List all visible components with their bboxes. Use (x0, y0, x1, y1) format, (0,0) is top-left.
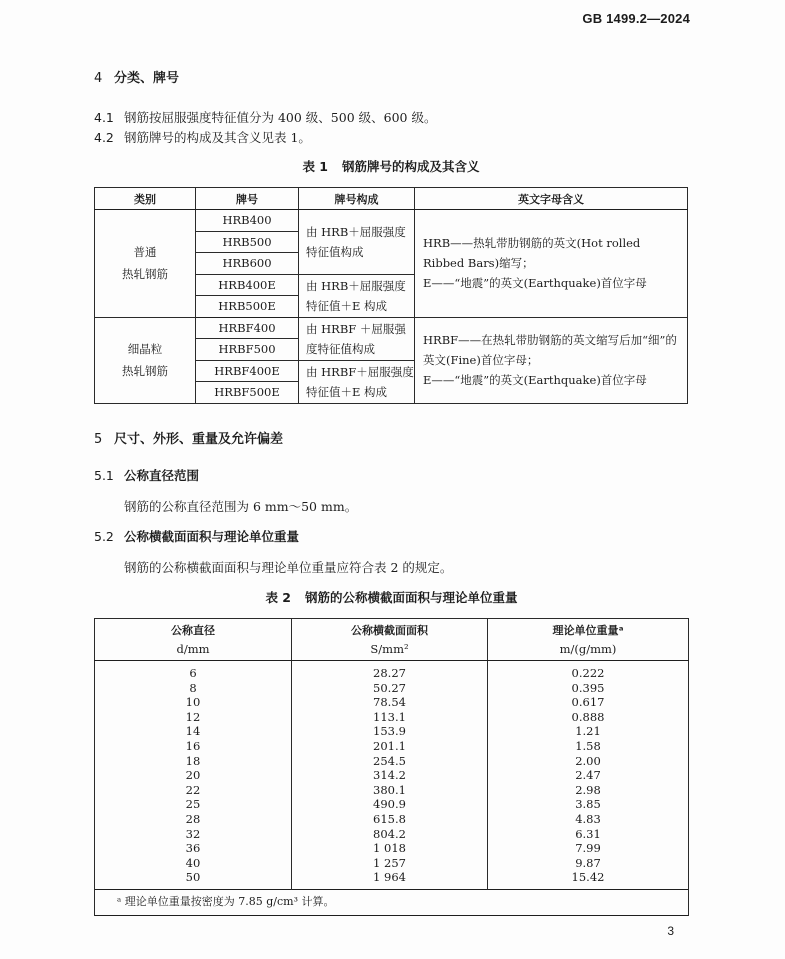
meaning-line: HRBF——在热轧带肋钢筋的英文缩写后加“细”的英文(Fine)首位字母； (423, 333, 677, 367)
diameter-cell: 8 (95, 681, 292, 696)
weight-cell: 0.617 (488, 695, 689, 710)
subsection-5-2-heading (94, 527, 299, 545)
table-row (95, 724, 689, 739)
meaning-cell (415, 317, 688, 403)
column-header (95, 619, 292, 661)
weight-cell: 7.99 (488, 841, 689, 856)
area-cell: 1 018 (292, 841, 488, 856)
table-header-row (95, 619, 689, 661)
area-cell: 28.27 (292, 661, 488, 681)
category-line: 细晶粒 (127, 342, 163, 356)
section-title: 尺寸、外形、重量及允许偏差 (114, 432, 284, 447)
subsection-title: 公称直径范围 (124, 468, 200, 483)
table-row (95, 317, 688, 339)
table-row (95, 695, 689, 710)
grade-cell: HRBF500 (196, 339, 299, 361)
subsection-5-2-text: 钢筋的公称横截面面积与理论单位重量应符合表 2 的规定。 (124, 560, 453, 575)
clause-text: 钢筋牌号的构成及其含义见表 1。 (124, 130, 311, 145)
clause-4-2 (94, 128, 311, 146)
area-cell: 490.9 (292, 797, 488, 812)
table-row (95, 739, 689, 754)
area-cell: 78.54 (292, 695, 488, 710)
diameter-cell: 14 (95, 724, 292, 739)
column-header: 牌号构成 (299, 188, 415, 210)
area-cell: 153.9 (292, 724, 488, 739)
table-header-row (95, 188, 688, 210)
table-row (95, 210, 688, 232)
subsection-5-1-text: 钢筋的公称直径范围为 6 mm～50 mm。 (124, 499, 358, 514)
clause-4-1 (94, 108, 436, 126)
grade-cell: HRBF400 (196, 317, 299, 339)
composition-cell: 由 HRB＋屈服强度特征值＋E 构成 (299, 274, 415, 317)
column-header: 牌号 (196, 188, 299, 210)
clause-text: 钢筋按屈服强度特征值分为 400 级、500 级、600 级。 (124, 110, 437, 125)
table-1 (94, 187, 688, 404)
section-title: 分类、牌号 (114, 71, 180, 86)
grade-cell: HRB500E (196, 296, 299, 318)
weight-cell: 2.98 (488, 783, 689, 798)
meaning-line: HRB——热轧带肋钢筋的英文(Hot rolled Ribbed Bars)缩写； (423, 236, 641, 271)
diameter-cell: 12 (95, 710, 292, 725)
table-row (95, 754, 689, 769)
grade-cell: HRB600 (196, 253, 299, 275)
meaning-cell (415, 210, 688, 318)
table-row (95, 681, 689, 696)
table-body (95, 661, 689, 890)
area-cell: 50.27 (292, 681, 488, 696)
category-cell (95, 317, 196, 403)
area-cell: 201.1 (292, 739, 488, 754)
diameter-cell: 16 (95, 739, 292, 754)
category-line: 热轧钢筋 (122, 267, 168, 282)
meaning-line: E——“地震”的英文(Earthquake)首位字母 (423, 373, 647, 387)
diameter-cell: 32 (95, 827, 292, 842)
footnote-row (95, 889, 689, 915)
grade-cell: HRBF500E (196, 382, 299, 404)
area-cell: 1 257 (292, 856, 488, 871)
table-row (95, 797, 689, 812)
header-unit: S/mm² (370, 641, 409, 656)
column-header: 英文字母含义 (415, 188, 688, 210)
subsection-number: 5.2 (94, 529, 114, 544)
composition-cell: 由 HRBF＋屈服强度特征值＋E 构成 (299, 360, 415, 403)
weight-cell: 1.21 (488, 724, 689, 739)
column-header (488, 619, 689, 661)
area-cell: 380.1 (292, 783, 488, 798)
weight-cell: 0.888 (488, 710, 689, 725)
area-cell: 254.5 (292, 754, 488, 769)
area-cell: 804.2 (292, 827, 488, 842)
column-header (292, 619, 488, 661)
meaning-line: E——“地震”的英文(Earthquake)首位字母 (423, 276, 647, 291)
table2-caption (94, 588, 689, 606)
table-row (95, 870, 689, 889)
subsection-title: 公称横截面面积与理论单位重量 (124, 529, 300, 544)
table-row (95, 661, 689, 681)
diameter-cell: 25 (95, 797, 292, 812)
section-number: 5 (94, 432, 103, 447)
category-line: 热轧钢筋 (122, 364, 168, 378)
subsection-5-1-heading (94, 466, 199, 484)
grade-cell: HRB400E (196, 274, 299, 296)
diameter-cell: 22 (95, 783, 292, 798)
table-label: 表 2 (265, 590, 292, 605)
standard-code: GB 1499.2—2024 (582, 11, 690, 26)
category-cell (95, 210, 196, 318)
table-row (95, 827, 689, 842)
weight-cell: 0.395 (488, 681, 689, 696)
grade-cell: HRBF400E (196, 360, 299, 382)
diameter-cell: 20 (95, 768, 292, 783)
weight-cell: 9.87 (488, 856, 689, 871)
table-2 (94, 618, 689, 916)
grade-cell: HRB500 (196, 231, 299, 253)
header-name: 理论单位重量ᵃ (552, 623, 624, 637)
category-line: 普通 (133, 245, 157, 260)
section-number: 4 (94, 71, 103, 86)
grade-cell: HRB400 (196, 210, 299, 232)
subsection-number: 5.1 (94, 468, 114, 483)
diameter-cell: 10 (95, 695, 292, 710)
clause-number: 4.1 (94, 110, 114, 125)
weight-cell: 4.83 (488, 812, 689, 827)
composition-cell: 由 HRBF ＋屈服强度特征值构成 (299, 317, 415, 360)
table-row (95, 856, 689, 871)
weight-cell: 6.31 (488, 827, 689, 842)
weight-cell: 2.47 (488, 768, 689, 783)
weight-cell: 3.85 (488, 797, 689, 812)
weight-cell: 1.58 (488, 739, 689, 754)
weight-cell: 2.00 (488, 754, 689, 769)
header-unit: d/mm (176, 641, 210, 656)
clause-number: 4.2 (94, 130, 114, 145)
area-cell: 1 964 (292, 870, 488, 889)
table-title: 钢筋牌号的构成及其含义 (342, 159, 480, 174)
weight-cell: 15.42 (488, 870, 689, 889)
composition-cell: 由 HRB＋屈服强度特征值构成 (299, 210, 415, 275)
diameter-cell: 6 (95, 661, 292, 681)
diameter-cell: 36 (95, 841, 292, 856)
table-row (95, 710, 689, 725)
diameter-cell: 50 (95, 870, 292, 889)
table-row (95, 768, 689, 783)
table-footnote: ᵃ 理论单位重量按密度为 7.85 g/cm³ 计算。 (95, 889, 689, 915)
header-unit: m/(g/mm) (559, 641, 617, 656)
column-header: 类别 (95, 188, 196, 210)
table-label: 表 1 (302, 159, 329, 174)
table-title: 钢筋的公称横截面面积与理论单位重量 (305, 590, 518, 605)
table-row (95, 841, 689, 856)
header-name: 公称横截面面积 (351, 623, 428, 637)
header-name: 公称直径 (171, 623, 215, 637)
area-cell: 615.8 (292, 812, 488, 827)
area-cell: 314.2 (292, 768, 488, 783)
section-4-heading (94, 67, 179, 86)
table1-caption (94, 157, 688, 175)
weight-cell: 0.222 (488, 661, 689, 681)
diameter-cell: 18 (95, 754, 292, 769)
section-5-heading (94, 428, 283, 447)
diameter-cell: 40 (95, 856, 292, 871)
diameter-cell: 28 (95, 812, 292, 827)
table-row (95, 812, 689, 827)
table-row (95, 783, 689, 798)
area-cell: 113.1 (292, 710, 488, 725)
page-number: 3 (667, 924, 674, 938)
